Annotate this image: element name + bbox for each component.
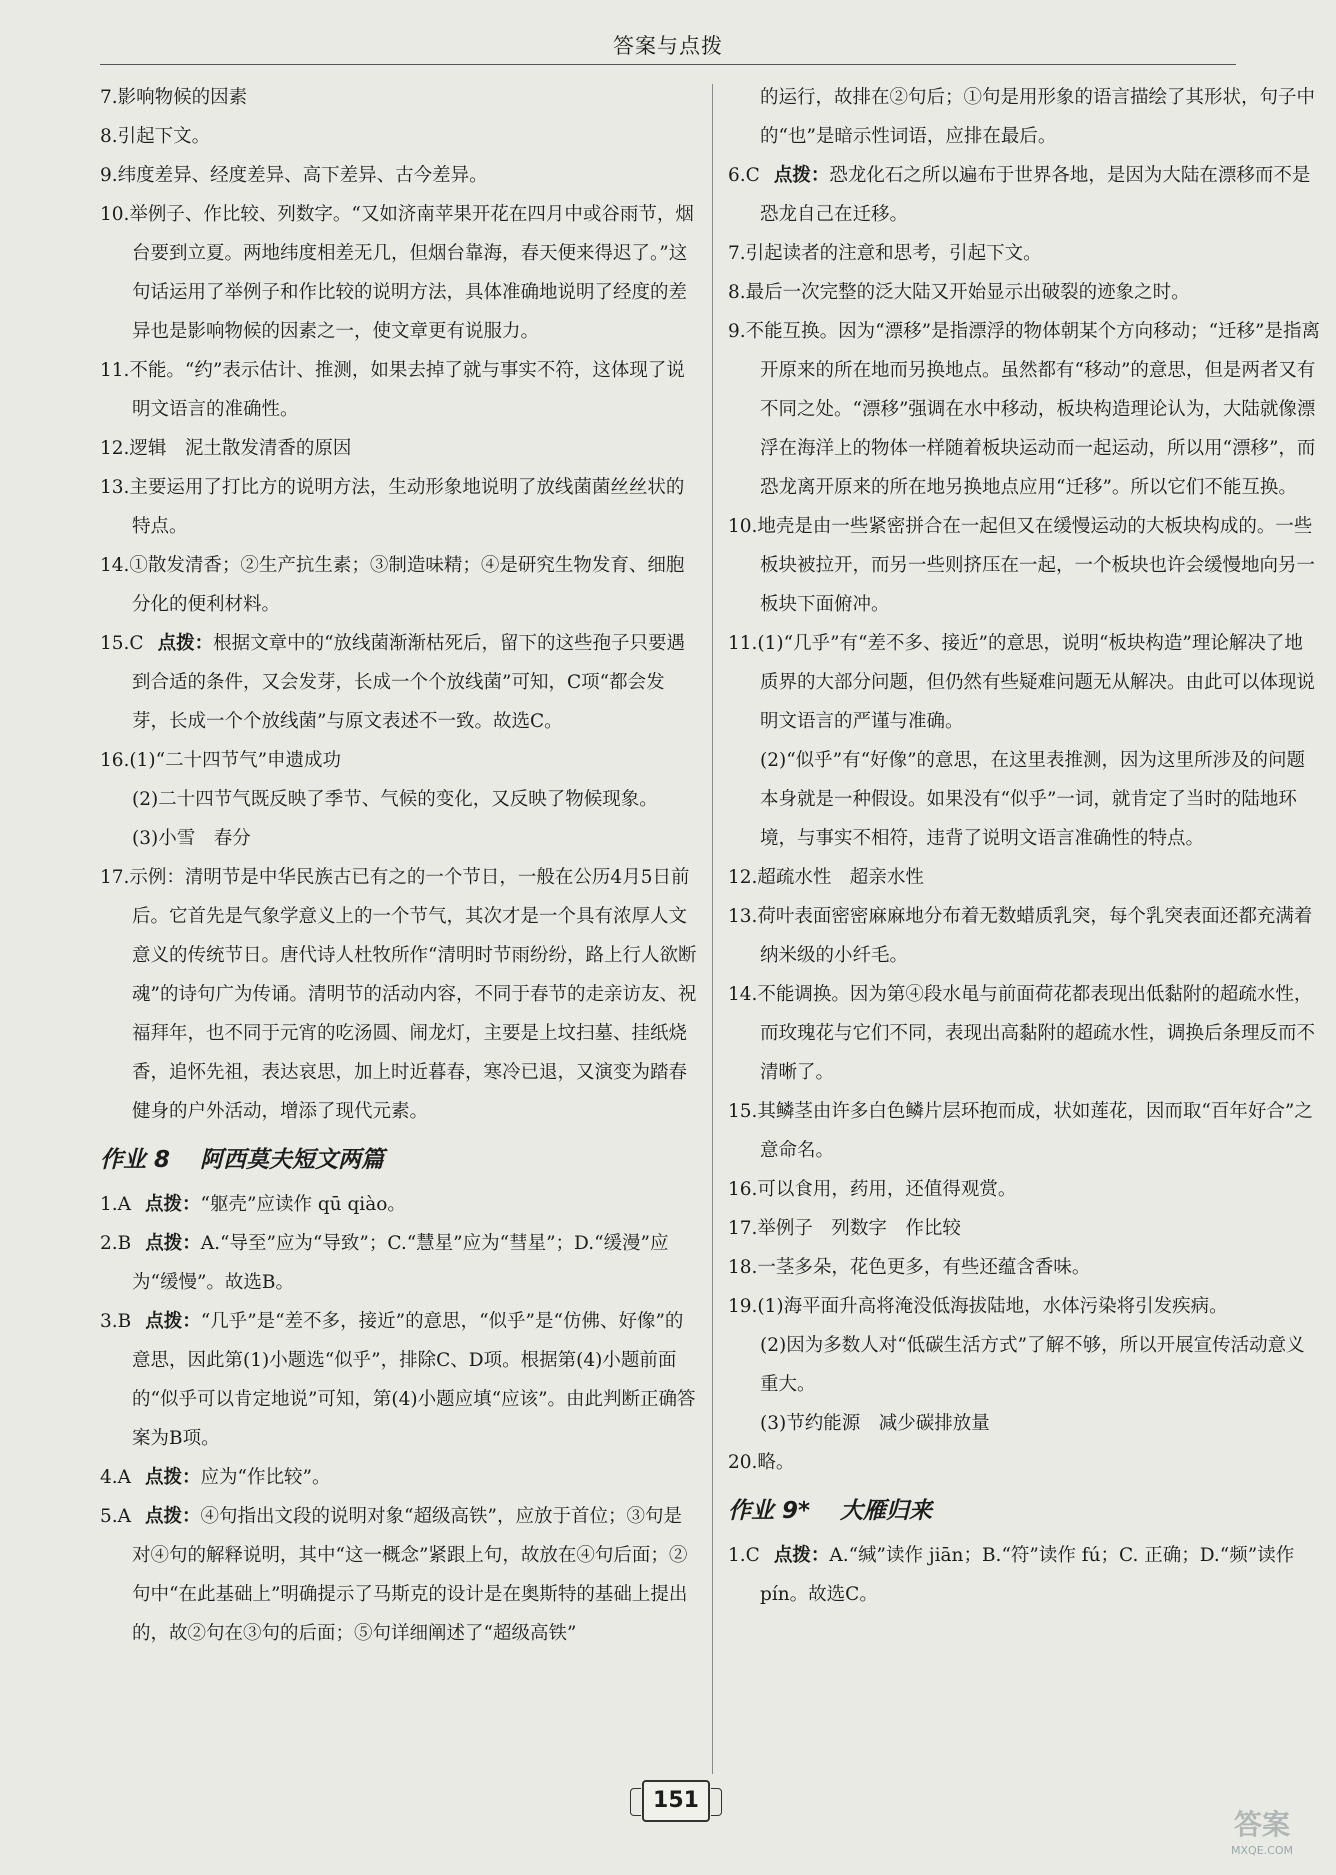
page-number: 151 bbox=[642, 1780, 710, 1822]
answer-text: 11.(1)“几乎”有“差不多、接近”的意思，说明“板块构造”理论解决了地质界的大部分问题，但仍然有些疑难问题无从解决。由此可以体现说明文语言的严谨与准确。 bbox=[728, 633, 1316, 732]
answer-item bbox=[728, 858, 1320, 897]
hint-text: 恐龙化石之所以遍布于世界各地，是因为大陆在漂移而不是恐龙自己在迁移。 bbox=[760, 165, 1311, 225]
answer-text: 16.可以食用，药用，还值得观赏。 bbox=[728, 1179, 1017, 1200]
answer-text: 8.引起下文。 bbox=[100, 126, 211, 147]
answer-item-17: 17.示例：清明节是中华民族古已有之的一个节日，一般在公历4月5日前后。它首先是气象学意义上的一个节气，其次才是一个具有浓厚人文意义的传统节日。唐代诗人杜牧所作“清明时节雨纷纷，路上行人欲断魂”的诗句广为传诵。清明节的活动内容，不同于春节的走亲访友、祝福拜年，也不同于元宵的吃汤圆、闹龙灯，主要是上坟扫墓、挂纸烧香，追怀先祖，表达哀思，加上时近暮春，寒冷已退，又演变为踏春健身的户外活动，增添了现代元素。 bbox=[100, 867, 697, 1122]
hint-label: 点拨： bbox=[145, 1233, 201, 1254]
answer-item bbox=[100, 156, 698, 195]
answer-sub-11-2: (2)“似乎”有“好像”的意思，在这里表推测，因为这里所涉及的问题本身就是一种假设。如果没有“似乎”一词，就肯定了当时的陆地环境，与事实不相符，违背了说明文语言准确性的特点。 bbox=[760, 750, 1306, 849]
hint-label: 点拨： bbox=[145, 1506, 201, 1527]
answer-item bbox=[100, 117, 698, 156]
answer-text: 12.逻辑 泥土散发清香的原因 bbox=[100, 438, 352, 459]
answer-text: 11.不能。“约”表示估计、推测，如果去掉了就与事实不符，这体现了说明文语言的准确性。 bbox=[100, 360, 685, 420]
answer-text: 10.举例子、作比较、列数字。“又如济南苹果开花在四月中或谷雨节，烟台要到立夏。两地纬度相差无几，但烟台靠海，春天便来得迟了。”这句话运用了举例子和作比较的说明方法，具体准确地说明了经度的差异也是影响物候的因素之一，使文章更有说服力。 bbox=[100, 204, 694, 342]
answer-sub-item: (3)节约能源 减少碳排放量 bbox=[760, 1413, 990, 1434]
answer-text: 1.A bbox=[100, 1194, 132, 1215]
answer-item bbox=[728, 1092, 1320, 1170]
answer-text: 12.超疏水性 超亲水性 bbox=[728, 867, 924, 888]
answer-text: 4.A bbox=[100, 1467, 132, 1488]
watermark-logo bbox=[1202, 1808, 1322, 1868]
answer-item bbox=[728, 897, 1320, 975]
hint-text: A.“导至”应为“导致”；C.“慧星”应为“彗星”；D.“缓漫”应为“缓慢”。故选B。 bbox=[132, 1233, 669, 1293]
answer-item bbox=[728, 156, 1320, 234]
header-title: 答案与点拨 bbox=[613, 34, 723, 58]
hint-label: 点拨： bbox=[773, 1545, 830, 1566]
answer-text: 16.(1)“二十四节气”申遗成功 bbox=[100, 750, 342, 771]
section-name: 大雁归来 bbox=[840, 1498, 933, 1524]
section-title-8 bbox=[100, 1139, 698, 1181]
answer-text: 1.C bbox=[728, 1545, 760, 1566]
continued-text: 的运行，故排在②句后；①句是用形象的语言描绘了其形状，句子中的“也”是暗示性词语，应排在最后。 bbox=[760, 87, 1316, 147]
answer-sub-item: (2)二十四节气既反映了季节、气候的变化，又反映了物候现象。 bbox=[132, 789, 658, 810]
answer-item bbox=[728, 1287, 1320, 1326]
answer-item bbox=[728, 1170, 1320, 1209]
answer-item bbox=[728, 624, 1320, 741]
answer-text: 15.其鳞茎由许多白色鳞片层环抱而成，状如莲花，因而取“百年好合”之意命名。 bbox=[728, 1101, 1313, 1161]
left-column bbox=[100, 78, 698, 1653]
answer-text: 7.引起读者的注意和思考，引起下文。 bbox=[728, 243, 1042, 264]
answer-text: 18.一茎多朵，花色更多，有些还蕴含香味。 bbox=[728, 1257, 1091, 1278]
answer-text: 7.影响物候的因素 bbox=[100, 87, 248, 108]
answer-text: 14.不能调换。因为第④段水黾与前面荷花都表现出低黏附的超疏水性，而玫瑰花与它们不同，表现出高黏附的超疏水性，调换后条理反而不清晰了。 bbox=[728, 984, 1316, 1083]
answer-item-20: 20.略。 bbox=[728, 1452, 795, 1473]
answer-text: 13.荷叶表面密密麻麻地分布着无数蜡质乳突，每个乳突表面还都充满着纳米级的小纤毛。 bbox=[728, 906, 1313, 966]
hint-text: 应为“作比较”。 bbox=[200, 1467, 331, 1488]
answer-item bbox=[728, 975, 1320, 1092]
answer-item bbox=[100, 429, 698, 468]
answer-item bbox=[100, 195, 698, 351]
answer-item bbox=[728, 1209, 1320, 1248]
hint-label: 点拨： bbox=[145, 1311, 201, 1332]
answer-text: 6.C bbox=[728, 165, 760, 186]
answer-item bbox=[100, 1185, 698, 1224]
section-name: 阿西莫夫短文两篇 bbox=[200, 1147, 385, 1173]
answer-text: 5.A bbox=[100, 1506, 132, 1527]
answer-text: 15.C bbox=[100, 633, 144, 654]
answer-item bbox=[728, 312, 1320, 507]
page-header bbox=[100, 28, 1236, 65]
hint-text: A.“缄”读作 jiān；B.“符”读作 fú；C. 正确；D.“频”读作 pín。故选C。 bbox=[760, 1545, 1295, 1605]
answer-text: 14.①散发清香；②生产抗生素；③制造味精；④是研究生物发育、细胞分化的便利材料。 bbox=[100, 555, 685, 615]
hint-label: 点拨： bbox=[145, 1467, 201, 1488]
answer-text: 9.纬度差异、经度差异、高下差异、古今差异。 bbox=[100, 165, 488, 186]
answer-item bbox=[100, 624, 698, 741]
answer-item bbox=[100, 1302, 698, 1458]
hint-text: 根据文章中的“放线菌渐渐枯死后，留下的这些孢子只要遇到合适的条件，又会发芽，长成一个个放线菌”可知，C项“都会发芽，长成一个个放线菌”与原文表述不一致。故选C。 bbox=[132, 633, 686, 732]
answer-item bbox=[100, 1458, 698, 1497]
answer-text: 3.B bbox=[100, 1311, 132, 1332]
answer-text: 8.最后一次完整的泛大陆又开始显示出破裂的迹象之时。 bbox=[728, 282, 1190, 303]
hint-label: 点拨： bbox=[157, 633, 214, 654]
answer-item bbox=[728, 1536, 1320, 1614]
answer-text: 13.主要运用了打比方的说明方法，生动形象地说明了放线菌菌丝丝状的特点。 bbox=[100, 477, 685, 537]
section-title-9 bbox=[728, 1490, 1320, 1532]
answer-text: 17.举例子 列数字 作比较 bbox=[728, 1218, 961, 1239]
answer-item bbox=[728, 1248, 1320, 1287]
answer-item bbox=[100, 546, 698, 624]
watermark-small: MXQE.COM bbox=[1231, 1844, 1293, 1857]
answer-sub-item: (3)小雪 春分 bbox=[132, 828, 251, 849]
answer-item bbox=[100, 351, 698, 429]
answer-text: 2.B bbox=[100, 1233, 132, 1254]
answer-text: 10.地壳是由一些紧密拼合在一起但又在缓慢运动的大板块构成的。一些板块被拉开，而另一些则挤压在一起，一个板块也许会缓慢地向另一板块下面俯冲。 bbox=[728, 516, 1316, 615]
hint-text: “躯壳”应读作 qū qiào。 bbox=[200, 1194, 406, 1215]
hint-label: 点拨： bbox=[773, 165, 830, 186]
section-label: 作业 8 bbox=[100, 1147, 171, 1173]
hint-text: “几乎”是“差不多，接近”的意思，“似乎”是“仿佛、好像”的意思，因此第(1)小题选“似乎”，排除C、D项。根据第(4)小题前面的“似乎可以肯定地说”可知，第(4)小题应填“应该”。由此判断正确答案为B项。 bbox=[132, 1311, 696, 1449]
answer-item bbox=[728, 234, 1320, 273]
answer-item bbox=[100, 468, 698, 546]
answer-item bbox=[728, 507, 1320, 624]
hint-label: 点拨： bbox=[145, 1194, 201, 1215]
answer-item bbox=[100, 78, 698, 117]
section-label: 作业 9* bbox=[728, 1498, 811, 1524]
answer-item bbox=[728, 273, 1320, 312]
answer-item bbox=[100, 1224, 698, 1302]
answer-item bbox=[100, 741, 698, 780]
column-divider bbox=[712, 84, 713, 1774]
answer-text: 9.不能互换。因为“漂移”是指漂浮的物体朝某个方向移动；“迁移”是指离开原来的所在地而另换地点。虽然都有“移动”的意思，但是两者又有不同之处。“漂移”强调在水中移动，板块构造理论认为，大陆就像漂浮在海洋上的物体一样随着板块运动而一起运动，所以用“漂移”，而恐龙离开原来的所在地另换地点应用“迁移”。所以它们不能互换。 bbox=[728, 321, 1320, 498]
watermark-big: 答案 bbox=[1233, 1808, 1290, 1841]
answer-item bbox=[100, 1497, 698, 1653]
answer-sub-item: (2)因为多数人对“低碳生活方式”了解不够，所以开展宣传活动意义重大。 bbox=[760, 1335, 1305, 1395]
right-column bbox=[728, 78, 1320, 1614]
hint-text: ④句指出文段的说明对象“超级高铁”，应放于首位；③句是对④句的解释说明，其中“这一概念”紧跟上句，故放在④句后面；②句中“在此基础上”明确提示了马斯克的设计是在奥斯特的基础上提出的，故②句在③句的后面；⑤句详细阐述了“超级高铁” bbox=[132, 1506, 688, 1644]
answer-text: 19.(1)海平面升高将淹没低海拔陆地，水体污染将引发疾病。 bbox=[728, 1296, 1228, 1317]
